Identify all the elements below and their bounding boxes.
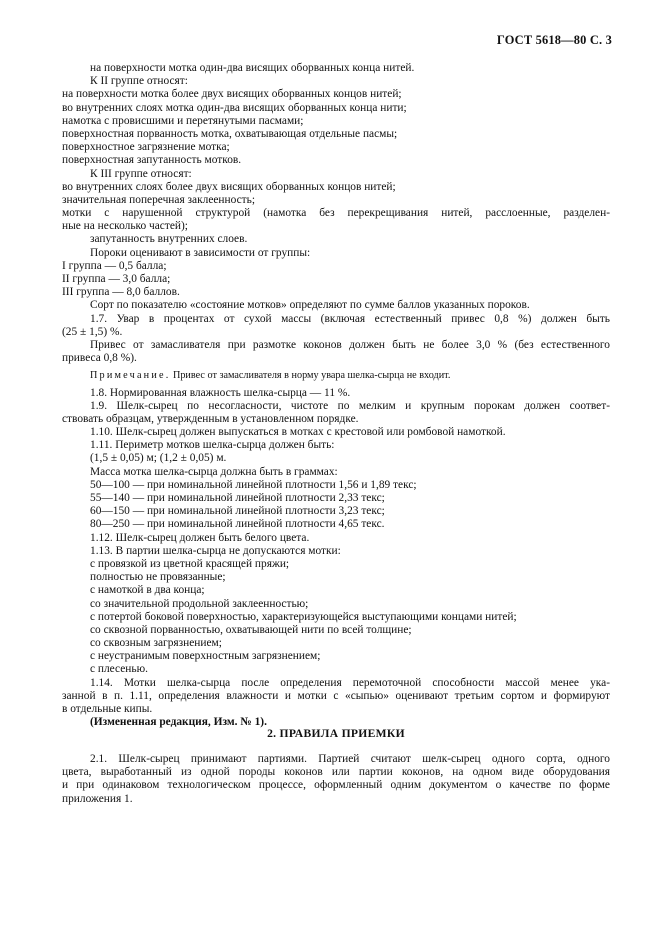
text-line: II группа — 3,0 балла;	[62, 273, 171, 285]
text-line: намотка с провисшими и перетянутыми пасмами;	[62, 114, 304, 127]
text-line: мотки с нарушенной структурой (намотка без перекрещивания нитей, расслоенные, разделен-	[62, 207, 610, 220]
text-line: запутанность внутренних слоев.	[90, 233, 248, 246]
amendment-note: (Измененная редакция, Изм. № 1).	[90, 716, 267, 729]
text-line: К II группе относят:	[90, 75, 188, 88]
text-line: Масса мотка шелка-сырца должна быть в граммах:	[90, 465, 338, 478]
text-line: 1.8. Нормированная влажность шелка-сырца — 11 %.	[90, 386, 351, 399]
text-line: поверхностная запутанность мотков.	[62, 154, 242, 167]
text-line: поверхностная порванность мотка, охватывающая отдельные пасмы;	[62, 127, 398, 140]
text-line: 50—100 — при номинальной линейной плотности 1,56 и 1,89 текс;	[90, 478, 417, 491]
text-line: на поверхности мотка один-два висящих оборванных конца нитей.	[90, 62, 415, 74]
text-line: поверхностное загрязнение мотка;	[62, 141, 230, 154]
text-line: и при одинаковом технологическом процессе, оформленный одним документом о качестве по форме	[62, 779, 610, 792]
text-line: на поверхности мотка более двух висящих оборванных концов нитей;	[62, 88, 402, 101]
text-line: III группа — 8,0 баллов.	[62, 286, 180, 299]
text-line: со значительной продольной заклеенностью;	[90, 597, 309, 610]
text-line: 80—250 — при номинальной линейной плотности 4,65 текс.	[90, 518, 385, 531]
text-line: 2.1. Шелк-сырец принимают партиями. Партией считают шелк-сырец одного сорта, одного	[90, 753, 610, 765]
text-line: полностью не провязанные;	[90, 571, 226, 584]
text-line: во внутренних слоях более двух висящих оборванных концов нитей;	[62, 180, 396, 193]
note-line	[62, 369, 610, 382]
text-line: с намоткой в два конца;	[90, 584, 205, 597]
text-line: с провязкой из цветной красящей пряжи;	[90, 557, 290, 570]
text-line: К III группе относят:	[90, 167, 192, 180]
text-line: с потертой боковой поверхностью, характеризующейся выступающими концами нитей;	[90, 610, 517, 623]
text-line: ные на несколько частей);	[62, 220, 188, 233]
section-body	[62, 753, 610, 806]
document-body	[62, 62, 610, 729]
section-title: 2. ПРАВИЛА ПРИЕМКИ	[267, 727, 405, 740]
text-line: Пороки оценивают в зависимости от группы:	[90, 246, 311, 259]
text-line: 55—140 — при номинальной линейной плотности 2,33 текс;	[90, 492, 385, 504]
text-line: со сквозным загрязнением;	[90, 637, 222, 650]
text-line: Привес от замасливателя при размотке коконов должен быть не более 3,0 % (без естественного	[90, 338, 610, 351]
text-line: 1.14. Мотки шелка-сырца после определения перемоточной способности массой менее ука-	[90, 676, 610, 689]
text-line: (25 ± 1,5) %.	[62, 325, 123, 338]
text-line: (1,5 ± 0,05) м; (1,2 ± 0,05) м.	[90, 452, 227, 465]
text-line: цвета, выработанный из одной породы коконов или партии коконов, на одном виде оборудования	[62, 766, 610, 779]
note-text: Привес от замасливателя в норму увара шелка-сырца не входит.	[172, 370, 451, 382]
text-line: с неустранимым поверхностным загрязнением;	[90, 650, 321, 663]
text-line: привеса 0,8 %).	[62, 352, 137, 365]
text-line: 60—150 — при номинальной линейной плотности 3,23 текс;	[90, 505, 385, 518]
text-line: с плесенью.	[90, 663, 148, 676]
text-line: приложения 1.	[62, 792, 133, 805]
text-line: 1.11. Периметр мотков шелка-сырца должен быть:	[90, 439, 335, 452]
text-line: 1.7. Увар в процентах от сухой массы (включая естественный привес 0,8 %) должен быть	[90, 312, 610, 325]
text-line: значительная поперечная заклеенность;	[62, 193, 255, 206]
text-line: ствовать образцам, утвержденным в установленном порядке.	[62, 412, 359, 425]
note-label: Примечание.	[90, 370, 171, 382]
text-line: 1.12. Шелк-сырец должен быть белого цвета.	[90, 531, 310, 544]
text-line: 1.13. В партии шелка-сырца не допускаются мотки:	[90, 544, 341, 557]
text-line: I группа — 0,5 балла;	[62, 259, 167, 272]
text-line: 1.10. Шелк-сырец должен выпускаться в мотках с крестовой или ромбовой намоткой.	[90, 426, 506, 439]
text-line: 1.9. Шелк-сырец по несогласности, чистоте по мелким и крупным порокам должен соответ-	[90, 399, 610, 412]
page-header: ГОСТ 5618—80 С. 3	[496, 33, 612, 47]
text-line: в отдельные кипы.	[62, 703, 153, 715]
text-line: занной в п. 1.11, определения влажности и мотки с «сыпью» оценивают третьим сортом и формируют	[62, 689, 610, 702]
text-line: во внутренних слоях мотка один-два висящих оборванных конца нити;	[62, 101, 407, 114]
text-line: со сквозной порванностью, охватывающей нити по всей толщине;	[90, 623, 412, 636]
text-line: Сорт по показателю «состояние мотков» определяют по сумме баллов указанных пороков.	[90, 299, 530, 312]
